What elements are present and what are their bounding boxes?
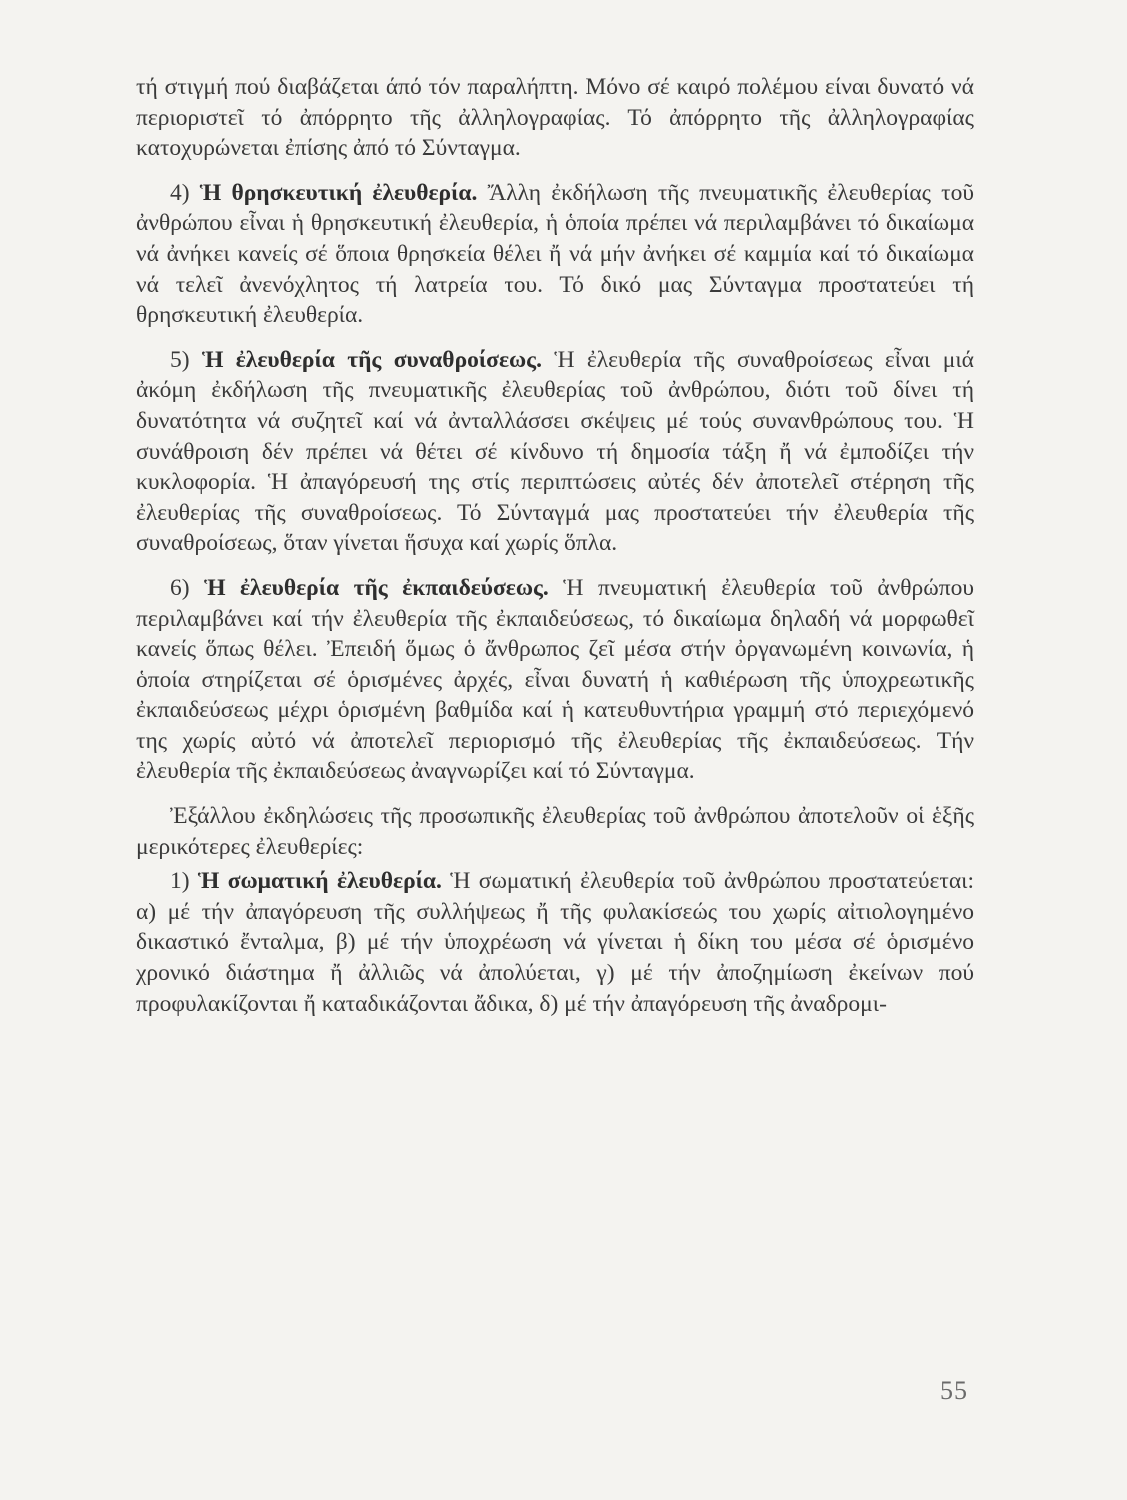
paragraph-text: Ἄλλη ἐκδήλωση τῆς πνευματικῆς ἐλευθερίας τοῦ ἀνθρώπου εἶναι ἡ θρησκευτική ἐλευθερία, ἡ ὁποία πρέπει νά περιλαμβάνει τό δικαίωμα νά ἀνήκει κανείς σέ ὅποια θρησκεία θέλει ἤ νά μήν ἀνήκει σέ καμμία καί τό δικαίωμα νά τελεῖ ἀνενόχλητος τή λατρεία του. Τό δικό μας Σύνταγμα προστατεύει τή θρησκευτική ἐλευθερία.	[136, 179, 975, 329]
paragraph-continuation	[136, 72, 974, 164]
paragraph-heading: Ἡ ἐλευθερία τῆς ἐκπαιδεύσεως.	[204, 574, 549, 601]
paragraph-text: Ἐξάλλου ἐκδηλώσεις τῆς προσωπικῆς ἐλευθερίας τοῦ ἀνθρώπου ἀποτελοῦν οἱ ἑξῆς μερικότερες ἐλευθερίες:	[136, 803, 974, 860]
paragraph-number: 6)	[170, 574, 190, 601]
paragraph-text: Ἡ σωματική ἐλευθερία τοῦ ἀνθρώπου προστατεύεται: α) μέ τήν ἀπαγόρευση τῆς συλλήψεως ἤ τῆς φυλακίσεώς του χωρίς αἰτιολογημένο δικαστικό ἔνταλμα, β) μέ τήν ὑποχρέωση νά γίνεται ἡ δίκη του μέσα σέ ὁρισμένο χρονικό διάστημα ἤ ἀλλιῶς νά ἀπολύεται, γ) μέ τήν ἀποζημίωση ἐκείνων πού προφυλακίζονται ἤ καταδικάζονται ἄδικα, δ) μέ τήν ἀπαγόρευση τῆς ἀναδρομι-	[136, 868, 974, 1017]
paragraph-text: Ἡ πνευματική ἐλευθερία τοῦ ἀνθρώπου περιλαμβάνει καί τήν ἐλευθερία τῆς ἐκπαιδεύσεως, τό δικαίωμα δηλαδή νά μορφωθεῖ κανείς ὅπως θέλει. Ἐπειδή ὅμως ὁ ἄνθρωπος ζεῖ μέσα στήν ὀργανωμένη κοινωνία, ἡ ὁποία στηρίζεται σέ ὁρισμένες ἀρχές, εἶναι δυνατή ἡ καθιέρωση τῆς ὑποχρεωτικῆς ἐκπαιδεύσεως μέχρι ὁρισμένη βαθμίδα καί ἡ κατευθυντήρια γραμμή στό περιεχόμενό της χωρίς αὐτό νά ἀποτελεῖ περιορισμό τῆς ἐλευθερίας τῆς ἐκπαιδεύσεως. Τήν ἐλευθερία τῆς ἐκπαιδεύσεως ἀναγνωρίζει καί τό Σύνταγμα.	[136, 574, 975, 785]
paragraph-text: Ἡ ἐλευθερία τῆς συναθροίσεως εἶναι μιά ἀκόμη ἐκδήλωση τῆς πνευματικῆς ἐλευθερίας τοῦ ἀνθρώπου, διότι τοῦ δίνει τή δυνατότητα νά συζητεῖ καί νά ἀνταλλάσσει σκέψεις μέ τούς συνανθρώπους του. Ἡ συνάθροιση δέν πρέπει νά θέτει σέ κίνδυνο τή δημοσία τάξη ἤ νά ἐμποδίζει τήν κυκλοφορία. Ἡ ἀπαγόρευσή της στίς περιπτώσεις αὐτές δέν ἀποτελεῖ στέρηση τῆς ἐλευθερίας τῆς συναθροίσεως. Τό Σύνταγμά μας προστατεύει τήν ἐλευθερία τῆς συναθροίσεως, ὅταν γίνεται ἥσυχα καί χωρίς ὅπλα.	[136, 346, 974, 557]
paragraph-number: 1)	[170, 868, 190, 895]
paragraph-freedom-of-education	[136, 573, 974, 787]
page-text	[136, 72, 974, 1033]
paragraph-heading: Ἡ θρησκευτική ἐλευθερία.	[199, 179, 478, 206]
paragraph-religious-freedom	[136, 178, 974, 331]
paragraph-text: τή στιγμή πού διαβάζεται άπό τόν παραλήπτη. Μόνο σέ καιρό πολέμου είναι δυνατό νά περιοριστεῖ τό ἀπόρρητο τῆς ἀλληλογραφίας. Τό ἀπόρρητο τῆς ἀλληλογραφίας κατοχυρώνεται ἐπίσης ἀπό τό Σύνταγμα.	[136, 74, 974, 162]
paragraph-personal-freedoms-intro	[136, 801, 974, 862]
paragraph-number: 4)	[170, 179, 190, 206]
paragraph-heading: Ἡ σωματική ἐλευθερία.	[197, 868, 442, 895]
paragraph-freedom-of-assembly	[136, 345, 974, 559]
paragraph-bodily-freedom	[136, 866, 974, 1019]
page-number: 55	[940, 1376, 968, 1405]
paragraph-number: 5)	[170, 346, 190, 373]
paragraph-heading: Ἡ ἐλευθερία τῆς συναθροίσεως.	[201, 346, 542, 373]
